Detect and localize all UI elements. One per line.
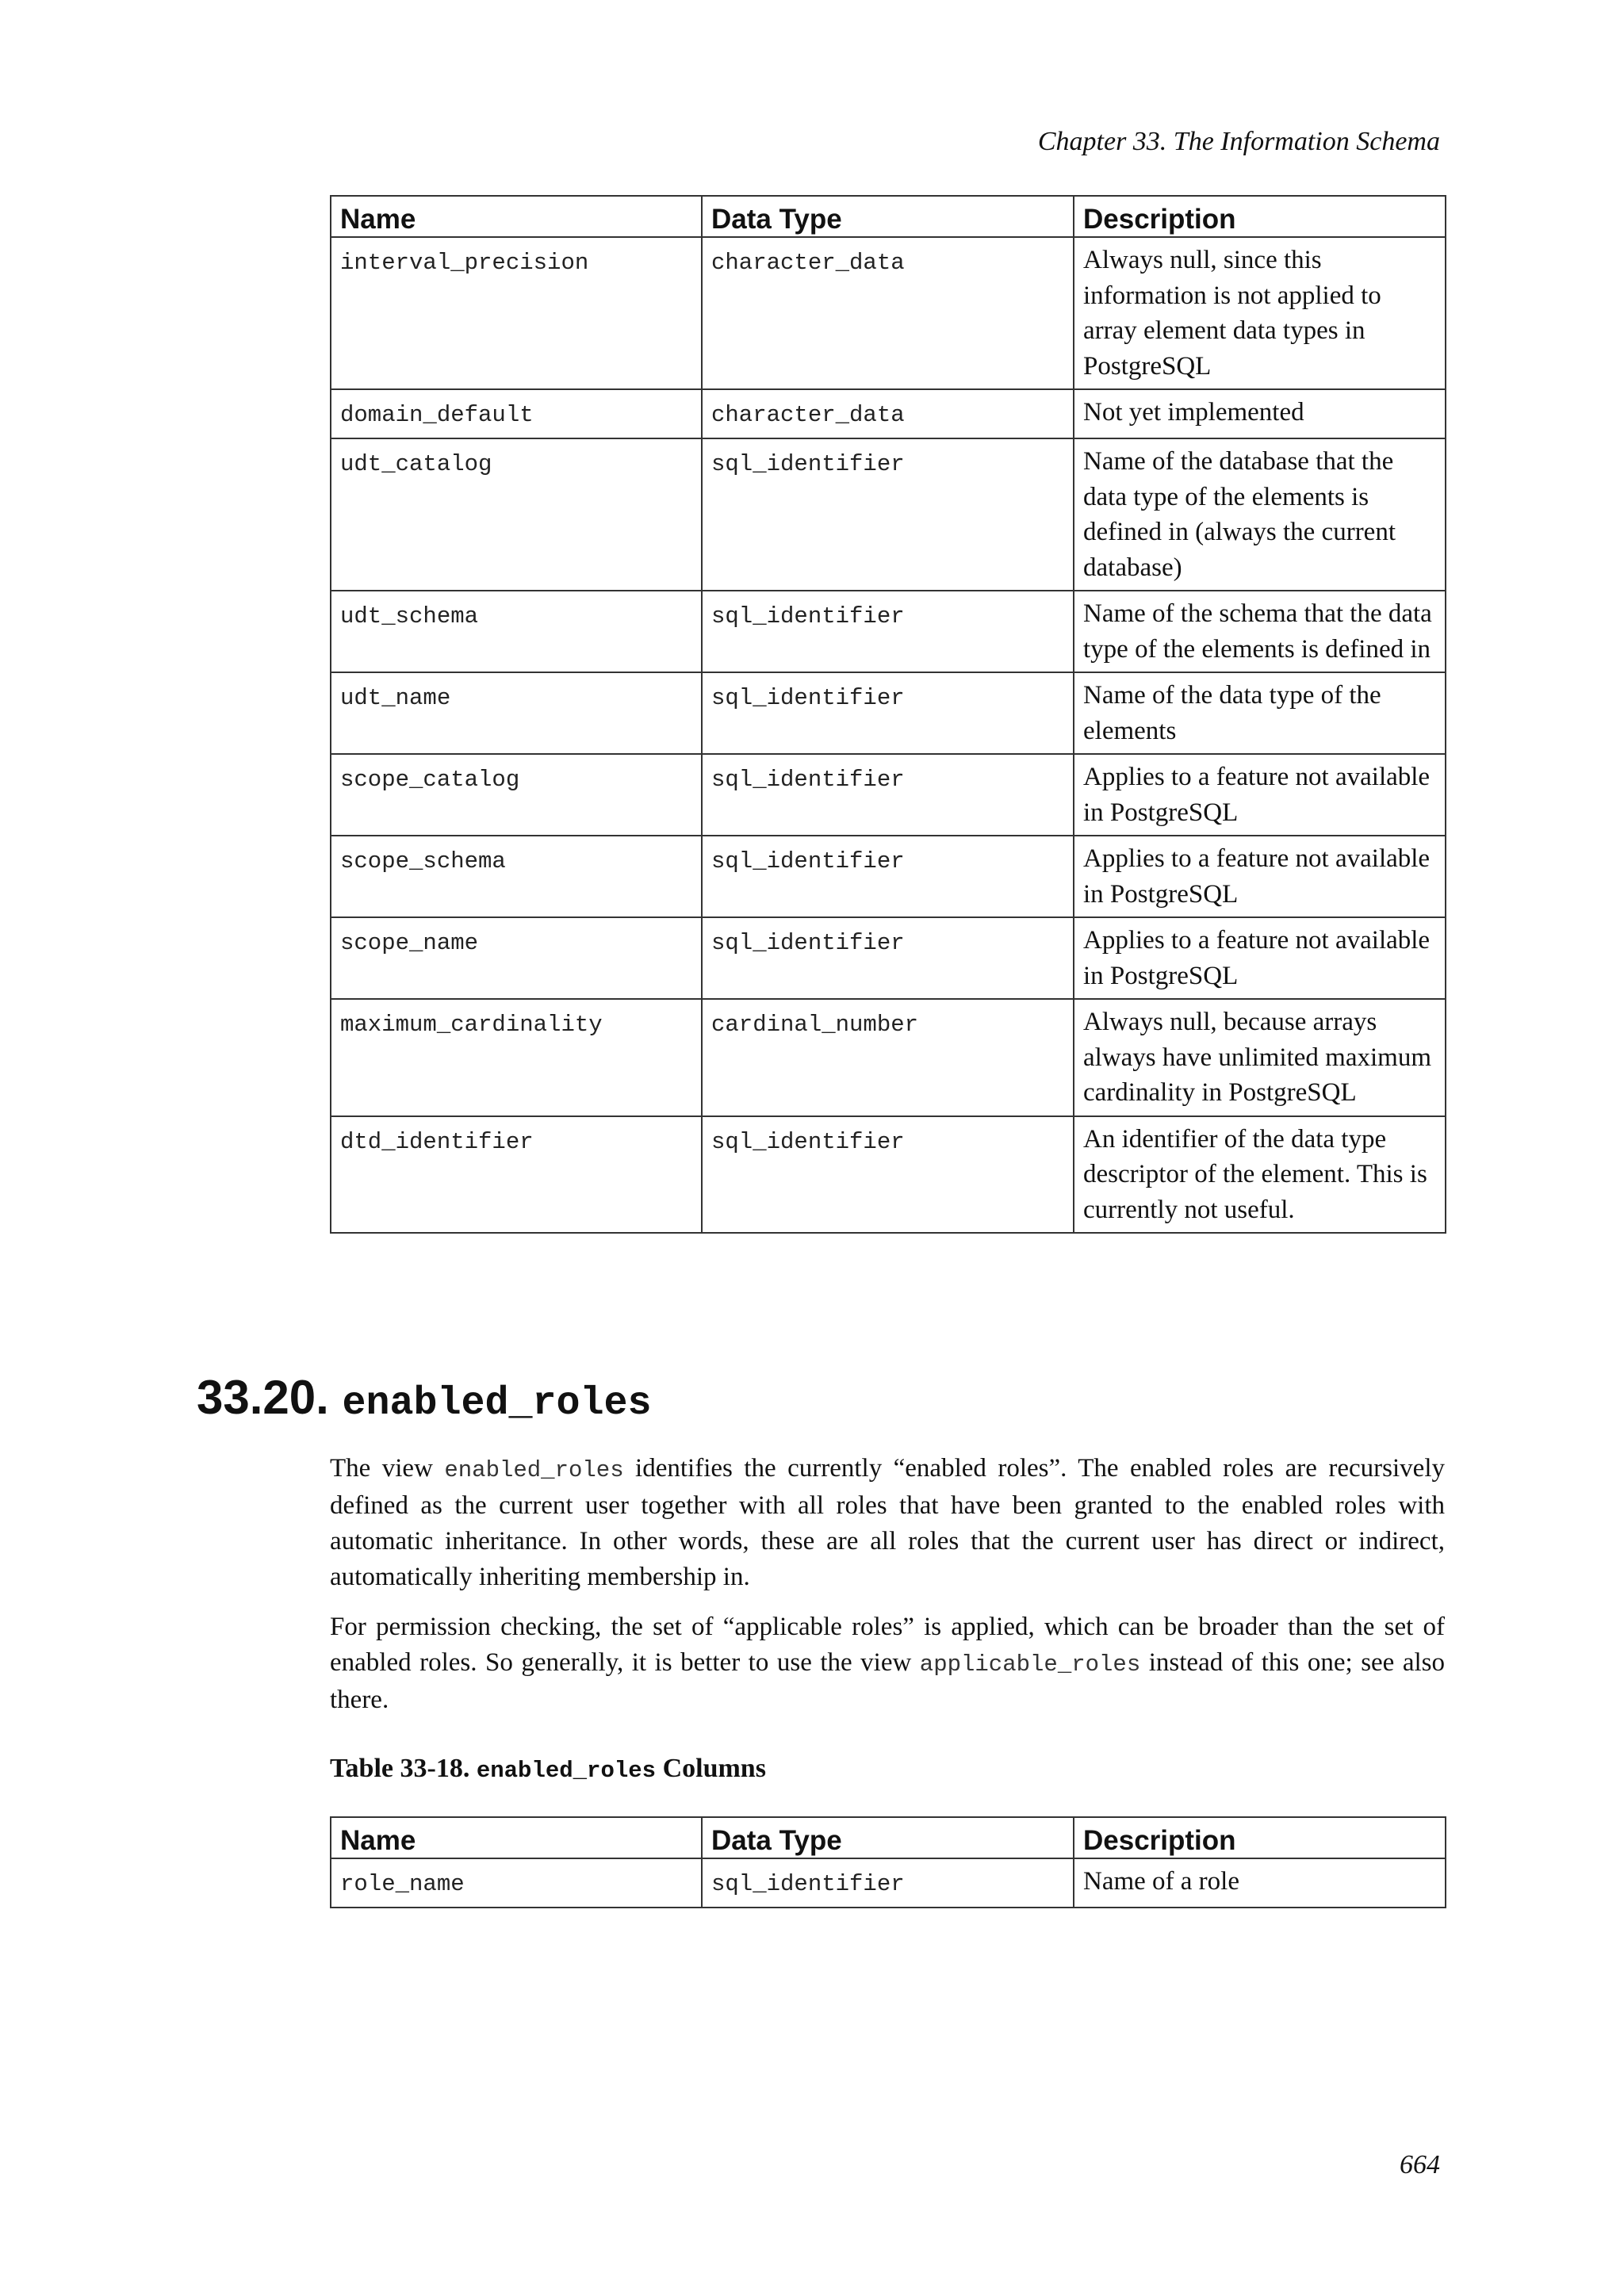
columns-table [330, 195, 1446, 1234]
cell-description: Not yet implemented [1074, 389, 1446, 438]
table-row [331, 917, 1446, 999]
table-row [331, 237, 1446, 389]
cell-data-type: sql_identifier [702, 1858, 1074, 1908]
cell-description: Name of a role [1074, 1858, 1446, 1908]
text-span: instead of this one; see also there. [330, 1648, 1445, 1714]
text-span: identifies the currently “enabled roles”. The enabled roles are recursively defined as the current user together with all roles that have been granted to the enabled roles with automatic inheritance. In other words, these are all roles that the current user has direct or indirect, automatically inheriting membership in. [330, 1454, 1445, 1591]
caption-code: enabled_roles [476, 1758, 657, 1784]
column-header-name: Name [331, 1817, 702, 1858]
table-row [331, 389, 1446, 438]
cell-data-type: sql_identifier [702, 917, 1074, 999]
cell-description: An identifier of the data type descriptor of the element. This is currently not useful. [1074, 1116, 1446, 1234]
cell-data-type: sql_identifier [702, 836, 1074, 917]
cell-description: Name of the database that the data type of the elements is defined in (always the current database) [1074, 438, 1446, 591]
cell-data-type: character_data [702, 389, 1074, 438]
intro-paragraph [330, 1451, 1445, 1595]
table-row [331, 438, 1446, 591]
column-header-description: Description [1074, 196, 1446, 237]
cell-name: udt_name [331, 672, 702, 754]
section-heading [197, 1370, 652, 1426]
section-number: 33.20. [197, 1371, 329, 1424]
cell-data-type: sql_identifier [702, 1116, 1074, 1234]
cell-description: Applies to a feature not available in PostgreSQL [1074, 754, 1446, 836]
column-header-data-type: Data Type [702, 196, 1074, 237]
cell-name: scope_schema [331, 836, 702, 917]
column-header-name: Name [331, 196, 702, 237]
cell-name: domain_default [331, 389, 702, 438]
cell-data-type: sql_identifier [702, 591, 1074, 672]
table-caption [330, 1754, 766, 1784]
enabled-roles-columns-table [330, 1816, 1446, 1908]
cell-description: Always null, because arrays always have unlimited maximum cardinality in PostgreSQL [1074, 999, 1446, 1116]
cell-data-type: character_data [702, 237, 1074, 389]
table-row [331, 754, 1446, 836]
cell-data-type: sql_identifier [702, 672, 1074, 754]
cell-name: scope_catalog [331, 754, 702, 836]
running-header: Chapter 33. The Information Schema [1037, 127, 1440, 156]
cell-name: maximum_cardinality [331, 999, 702, 1116]
cell-name: scope_name [331, 917, 702, 999]
table-row [331, 1858, 1446, 1908]
table-row [331, 591, 1446, 672]
caption-prefix: Table 33-18. [330, 1754, 477, 1783]
table-row [331, 999, 1446, 1116]
cell-name: role_name [331, 1858, 702, 1908]
caption-suffix: Columns [656, 1754, 766, 1783]
table-row [331, 1116, 1446, 1234]
cell-description: Name of the schema that the data type of the elements is defined in [1074, 591, 1446, 672]
text-span: The view [330, 1454, 445, 1483]
cell-name: interval_precision [331, 237, 702, 389]
cell-description: Applies to a feature not available in PostgreSQL [1074, 917, 1446, 999]
cell-name: udt_catalog [331, 438, 702, 591]
table-row [331, 672, 1446, 754]
section-title-code: enabled_roles [342, 1381, 652, 1426]
inline-code: applicable_roles [919, 1651, 1141, 1678]
cell-name: udt_schema [331, 591, 702, 672]
cell-data-type: cardinal_number [702, 999, 1074, 1116]
text-span: For permission checking, the set of “applicable roles” is applied, which can be broader than the set of enabled roles. So generally, it is better to use the view [330, 1613, 1445, 1677]
table-header-row [331, 196, 1446, 237]
cell-description: Applies to a feature not available in PostgreSQL [1074, 836, 1446, 917]
cell-data-type: sql_identifier [702, 438, 1074, 591]
table-header-row [331, 1817, 1446, 1858]
permission-paragraph [330, 1609, 1445, 1718]
cell-description: Name of the data type of the elements [1074, 672, 1446, 754]
column-header-description: Description [1074, 1817, 1446, 1858]
table-row [331, 836, 1446, 917]
cell-description: Always null, since this information is not applied to array element data types in PostgreSQL [1074, 237, 1446, 389]
column-header-data-type: Data Type [702, 1817, 1074, 1858]
inline-code: enabled_roles [444, 1457, 624, 1483]
page-number: 664 [1400, 2150, 1440, 2179]
cell-name: dtd_identifier [331, 1116, 702, 1234]
cell-data-type: sql_identifier [702, 754, 1074, 836]
